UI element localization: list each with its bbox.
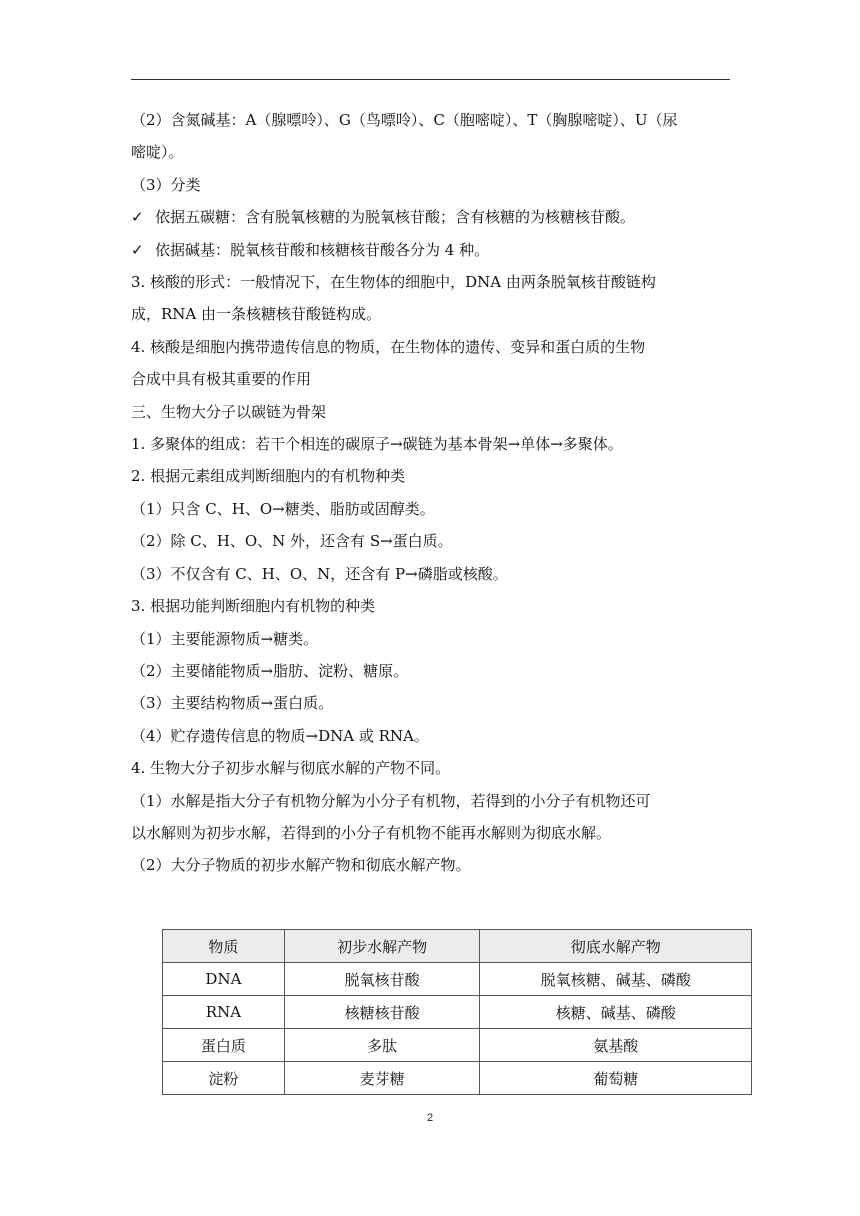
table-cell: 脱氧核苷酸 (284, 963, 480, 996)
table-header-cell: 物质 (163, 930, 285, 963)
bullet-line (131, 234, 731, 266)
text-line: 1. 多聚体的组成：若干个相连的碳原子→碳链为基本骨架→单体→多聚体。 (131, 435, 623, 454)
text-line: 嘧啶）。 (131, 143, 184, 162)
table-cell: 氨基酸 (480, 1029, 752, 1062)
text-line: 2. 根据元素组成判断细胞内的有机物种类 (131, 467, 406, 486)
table-cell: 多肽 (284, 1029, 480, 1062)
table-header-row (163, 930, 752, 963)
table-cell: DNA (163, 963, 285, 996)
text-line: 3. 核酸的形式：一般情况下，在生物体的细胞中，DNA 由两条脱氧核苷酸链构 (131, 273, 656, 292)
table-row (163, 1062, 752, 1095)
bullet-text: 依据五碳糖：含有脱氧核糖的为脱氧核苷酸；含有核糖的为核糖核苷酸。 (155, 208, 636, 227)
text-line: （1）水解是指大分子有机物分解为小分子有机物，若得到的小分子有机物还可 (131, 791, 651, 810)
text-line: （2）大分子物质的初步水解产物和彻底水解产物。 (131, 856, 471, 875)
table-row (163, 963, 752, 996)
text-line: （3）主要结构物质→蛋白质。 (131, 694, 334, 713)
text-line: （3）分类 (131, 175, 201, 194)
table-cell: 脱氧核糖、碱基、磷酸 (480, 963, 752, 996)
text-line: （4）贮存遗传信息的物质→DNA 或 RNA。 (131, 726, 429, 745)
table-header-cell: 初步水解产物 (284, 930, 480, 963)
text-line: 合成中具有极其重要的作用 (131, 370, 312, 389)
bullet-text: 依据碱基：脱氧核苷酸和核糖核苷酸各分为 4 种。 (155, 240, 490, 259)
text-line: （3）不仅含有 C、H、O、N，还含有 P→磷脂或核酸。 (131, 564, 508, 583)
table-cell: 葡萄糖 (480, 1062, 752, 1095)
table-row (163, 1029, 752, 1062)
table-header-cell: 彻底水解产物 (480, 930, 752, 963)
text-line: 以水解则为初步水解，若得到的小分子有机物不能再水解则为彻底水解。 (131, 823, 612, 842)
text-line: （2）含氮碱基：A（腺嘌呤）、G（鸟嘌呤）、C（胞嘧啶）、T（胸腺嘧啶）、U（尿 (131, 111, 678, 129)
text-line: （1）主要能源物质→糖类。 (131, 629, 319, 648)
text-line: 3. 根据功能判断细胞内有机物的种类 (131, 597, 376, 616)
text-line: （2）除 C、H、O、N 外，还含有 S→蛋白质。 (131, 532, 453, 551)
text-line: 4. 生物大分子初步水解与彻底水解的产物不同。 (131, 759, 451, 778)
section-heading: 三、生物大分子以碳链为骨架 (131, 402, 327, 421)
table-cell: 麦芽糖 (284, 1062, 480, 1095)
table-cell: 蛋白质 (163, 1029, 285, 1062)
table-cell: 核糖核苷酸 (284, 996, 480, 1029)
table-cell: 核糖、碱基、磷酸 (480, 996, 752, 1029)
check-mark-icon: ✓ (131, 208, 144, 227)
text-line: （1）只含 C、H、O→糖类、脂肪或固醇类。 (131, 499, 435, 518)
document-body (131, 104, 731, 882)
header-rule (131, 79, 730, 80)
text-line: 成，RNA 由一条核糖核苷酸链构成。 (131, 305, 382, 324)
text-line: 4. 核酸是细胞内携带遗传信息的物质，在生物体的遗传、变异和蛋白质的生物 (131, 337, 646, 356)
text-line: （2）主要储能物质→脂肪、淀粉、糖原。 (131, 661, 409, 680)
bullet-line (131, 201, 731, 233)
table-cell: 淀粉 (163, 1062, 285, 1095)
hydrolysis-table (162, 929, 752, 1095)
table-cell: RNA (163, 996, 285, 1029)
check-mark-icon: ✓ (131, 240, 144, 259)
page-number: 2 (426, 1112, 434, 1124)
table-row (163, 996, 752, 1029)
